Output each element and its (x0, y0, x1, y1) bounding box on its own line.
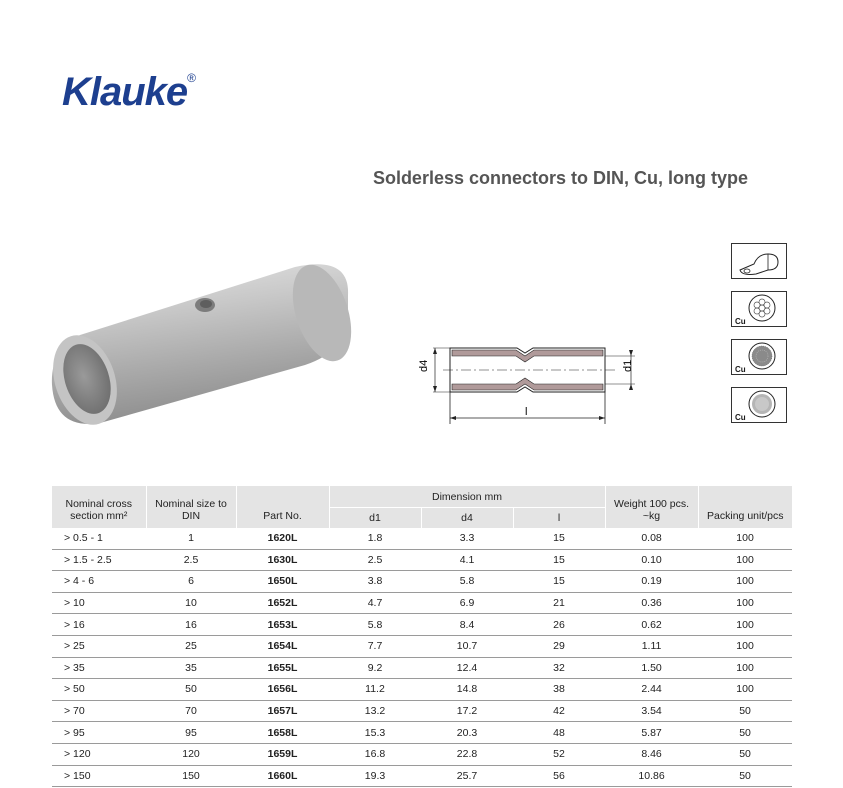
cell-cross-section: > 120 (52, 743, 146, 765)
cell-cross-section: > 150 (52, 765, 146, 787)
cell-cross-section: > 0.5 - 1 (52, 528, 146, 549)
cell-d4: 4.1 (421, 549, 513, 571)
cell-l: 15 (513, 528, 605, 549)
cell-nominal-size: 120 (146, 743, 236, 765)
cell-part-no: 1620L (236, 528, 329, 549)
label-d4: d4 (418, 359, 430, 372)
cell-l: 38 (513, 679, 605, 701)
cell-d4: 14.8 (421, 679, 513, 701)
cell-part-no: 1654L (236, 635, 329, 657)
header-nominal-cross: Nominal cross section mm² (52, 486, 146, 528)
table-row (52, 635, 792, 657)
cell-packing: 100 (698, 549, 792, 571)
label-l: l (525, 406, 528, 418)
cell-l: 29 (513, 635, 605, 657)
cell-packing: 100 (698, 679, 792, 701)
cell-d4: 12.4 (421, 657, 513, 679)
header-weight: Weight 100 pcs. ~kg (605, 486, 698, 528)
cell-nominal-size: 10 (146, 592, 236, 614)
table-row (52, 722, 792, 744)
cell-cross-section: > 10 (52, 592, 146, 614)
cell-packing: 100 (698, 528, 792, 549)
cell-part-no: 1659L (236, 743, 329, 765)
cell-nominal-size: 50 (146, 679, 236, 701)
cell-part-no: 1660L (236, 765, 329, 787)
cell-part-no: 1630L (236, 549, 329, 571)
cell-weight: 2.44 (605, 679, 698, 701)
cell-d1: 2.5 (329, 549, 421, 571)
cell-l: 56 (513, 765, 605, 787)
icon-label-cu: Cu (735, 317, 746, 326)
cell-packing: 100 (698, 635, 792, 657)
cell-cross-section: > 4 - 6 (52, 571, 146, 593)
cell-d1: 16.8 (329, 743, 421, 765)
cell-nominal-size: 95 (146, 722, 236, 744)
cell-weight: 0.19 (605, 571, 698, 593)
table-row (52, 571, 792, 593)
cell-d1: 7.7 (329, 635, 421, 657)
cell-d1: 19.3 (329, 765, 421, 787)
cell-l: 32 (513, 657, 605, 679)
cell-d4: 10.7 (421, 635, 513, 657)
cell-weight: 1.11 (605, 635, 698, 657)
cell-weight: 0.36 (605, 592, 698, 614)
cell-d1: 1.8 (329, 528, 421, 549)
header-packing: Packing unit/pcs (698, 486, 792, 528)
cell-d1: 9.2 (329, 657, 421, 679)
cell-d1: 4.7 (329, 592, 421, 614)
cell-nominal-size: 6 (146, 571, 236, 593)
header-d1: d1 (329, 508, 421, 529)
table-row (52, 592, 792, 614)
cell-weight: 1.50 (605, 657, 698, 679)
cell-nominal-size: 1 (146, 528, 236, 549)
table-row (52, 549, 792, 571)
table-body (52, 528, 792, 787)
icon-label-cu: Cu (735, 413, 746, 422)
cell-d4: 25.7 (421, 765, 513, 787)
cell-l: 15 (513, 571, 605, 593)
cell-l: 15 (513, 549, 605, 571)
cell-nominal-size: 25 (146, 635, 236, 657)
cell-l: 26 (513, 614, 605, 636)
cell-l: 21 (513, 592, 605, 614)
cell-weight: 10.86 (605, 765, 698, 787)
cell-cross-section: > 50 (52, 679, 146, 701)
cell-part-no: 1652L (236, 592, 329, 614)
class-2-conductor-icon (731, 291, 787, 327)
cell-d4: 17.2 (421, 700, 513, 722)
cell-part-no: 1653L (236, 614, 329, 636)
cell-cross-section: > 25 (52, 635, 146, 657)
class-5-conductor-icon (731, 339, 787, 375)
header-dimension-group: Dimension mm (329, 486, 605, 508)
table-row (52, 743, 792, 765)
cell-weight: 5.87 (605, 722, 698, 744)
cell-part-no: 1656L (236, 679, 329, 701)
connector-photo (50, 255, 355, 430)
icon-label-cu: Cu (735, 365, 746, 374)
cell-d4: 8.4 (421, 614, 513, 636)
cell-part-no: 1650L (236, 571, 329, 593)
cell-d1: 3.8 (329, 571, 421, 593)
cell-d1: 15.3 (329, 722, 421, 744)
cell-d4: 6.9 (421, 592, 513, 614)
cell-weight: 3.54 (605, 700, 698, 722)
dimension-drawing (405, 328, 645, 428)
cell-d4: 3.3 (421, 528, 513, 549)
cell-cross-section: > 35 (52, 657, 146, 679)
cell-part-no: 1657L (236, 700, 329, 722)
cell-packing: 100 (698, 614, 792, 636)
cell-weight: 8.46 (605, 743, 698, 765)
cell-cross-section: > 1.5 - 2.5 (52, 549, 146, 571)
page-title: Solderless connectors to DIN, Cu, long type (372, 168, 748, 188)
table-header-row (52, 486, 792, 508)
cell-d4: 20.3 (421, 722, 513, 744)
cell-packing: 100 (698, 657, 792, 679)
cell-part-no: 1658L (236, 722, 329, 744)
cell-cross-section: > 16 (52, 614, 146, 636)
spec-table (52, 486, 792, 787)
cell-nominal-size: 16 (146, 614, 236, 636)
cell-cross-section: > 95 (52, 722, 146, 744)
cable-lug-icon (731, 243, 787, 279)
cell-packing: 50 (698, 765, 792, 787)
cell-packing: 50 (698, 722, 792, 744)
cell-d1: 5.8 (329, 614, 421, 636)
table-row (52, 700, 792, 722)
cell-packing: 100 (698, 571, 792, 593)
cell-d1: 11.2 (329, 679, 421, 701)
cell-weight: 0.62 (605, 614, 698, 636)
header-part-no: Part No. (236, 486, 329, 528)
cell-l: 52 (513, 743, 605, 765)
cell-packing: 50 (698, 700, 792, 722)
cell-l: 48 (513, 722, 605, 744)
table-row (52, 614, 792, 636)
brand-logo (62, 72, 195, 112)
registered-mark: ® (187, 71, 196, 85)
table-row (52, 657, 792, 679)
label-d1: d1 (622, 359, 634, 372)
header-l: l (513, 508, 605, 529)
cell-packing: 50 (698, 743, 792, 765)
cell-weight: 0.08 (605, 528, 698, 549)
cell-cross-section: > 70 (52, 700, 146, 722)
cell-d1: 13.2 (329, 700, 421, 722)
cell-nominal-size: 2.5 (146, 549, 236, 571)
cell-weight: 0.10 (605, 549, 698, 571)
table-row (52, 765, 792, 787)
header-nominal-size: Nominal size to DIN (146, 486, 236, 528)
cell-nominal-size: 150 (146, 765, 236, 787)
cell-nominal-size: 35 (146, 657, 236, 679)
cell-nominal-size: 70 (146, 700, 236, 722)
brand-name: Klauke (62, 70, 188, 114)
table-row (52, 528, 792, 549)
cell-l: 42 (513, 700, 605, 722)
cell-d4: 22.8 (421, 743, 513, 765)
cell-part-no: 1655L (236, 657, 329, 679)
cell-d4: 5.8 (421, 571, 513, 593)
cell-packing: 100 (698, 592, 792, 614)
header-d4: d4 (421, 508, 513, 529)
class-6-conductor-icon (731, 387, 787, 423)
table-row (52, 679, 792, 701)
